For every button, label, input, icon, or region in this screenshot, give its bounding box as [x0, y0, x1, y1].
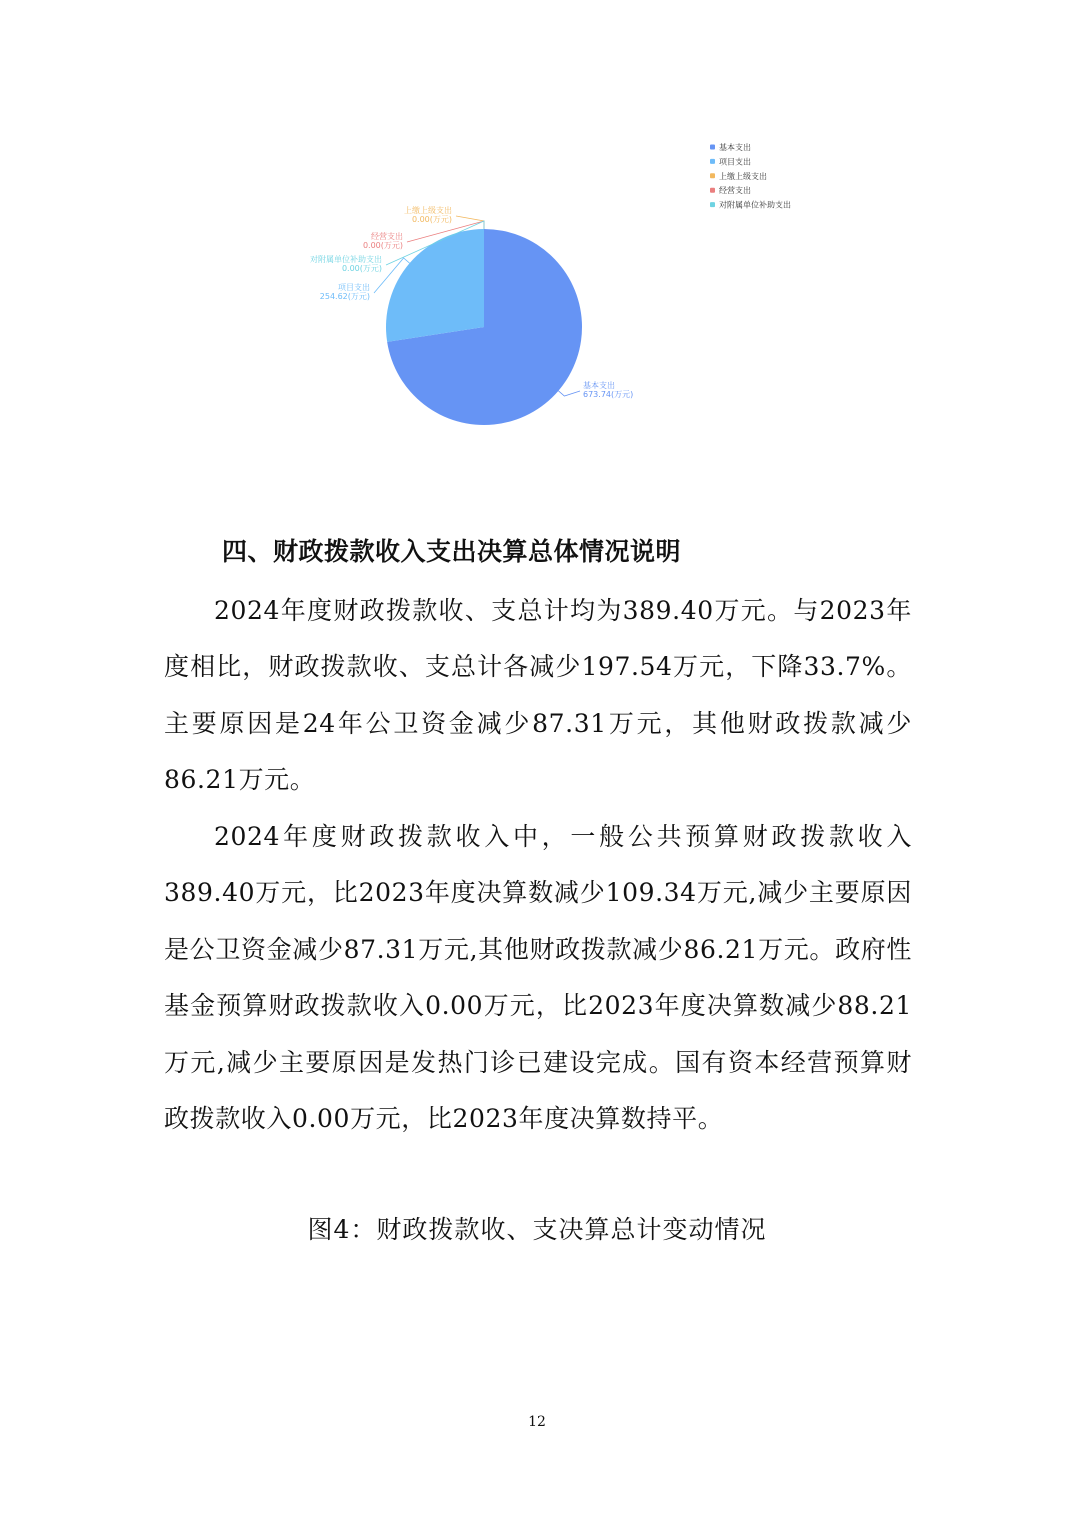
expenditure-pie-chart [0, 0, 1074, 470]
paragraph-1: 2024年度财政拨款收、支总计均为389.40万元。与2023年度相比，财政拨款收、支总计各减少197.54万元，下降33.7%。主要原因是24年公卫资金减少87.31万元，其他财政拨款减少86.21万元。 [164, 596, 912, 795]
slice-value-label: 0.00(万元) [411, 215, 452, 224]
legend-item-label: 基本支出 [719, 143, 751, 152]
section-heading: 四、财政拨款收入支出决算总体情况说明 [222, 537, 682, 566]
legend-swatch [710, 188, 715, 193]
slice-value-label: 0.00(万元) [362, 241, 403, 250]
page-number: 12 [528, 1414, 546, 1430]
slice-name-label: 项目支出 [338, 283, 370, 292]
legend-item-label: 项目支出 [719, 157, 751, 167]
legend-swatch [710, 159, 715, 164]
slice-value-label: 254.62(万元) [319, 292, 370, 301]
slice-name-label: 上缴上级支出 [404, 206, 452, 215]
legend-item-label: 经营支出 [719, 186, 751, 196]
figure-caption: 图4：财政拨款收、支决算总计变动情况 [307, 1215, 767, 1244]
pie-slices [386, 229, 582, 425]
legend-swatch [710, 173, 715, 178]
slice-name-label: 经营支出 [371, 232, 403, 241]
legend-swatch [710, 202, 715, 207]
pie-legend [710, 142, 791, 210]
slice-value-label: 0.00(万元) [341, 264, 382, 273]
legend-swatch [710, 145, 715, 150]
legend-item-label: 上缴上级支出 [719, 171, 767, 181]
slice-value-label: 673.74(万元) [583, 390, 634, 399]
legend-item-label: 对附属单位补助支出 [719, 200, 791, 210]
paragraph-2: 2024年度财政拨款收入中，一般公共预算财政拨款收入389.40万元，比2023年度决算数减少109.34万元,减少主要原因是公卫资金减少87.31万元,其他财政拨款减少86.21万元。政府性基金预算财政拨款收入0.00万元，比2023年度决算数减少88.21万元,减少主要原因是发热门诊已建设完成。国有资本经营预算财政拨款收入0.00万元，比2023年度决算数持平。 [164, 822, 912, 1134]
slice-name-label: 基本支出 [583, 381, 615, 390]
slice-name-label: 对附属单位补助支出 [310, 255, 382, 264]
callout-line [558, 391, 580, 396]
